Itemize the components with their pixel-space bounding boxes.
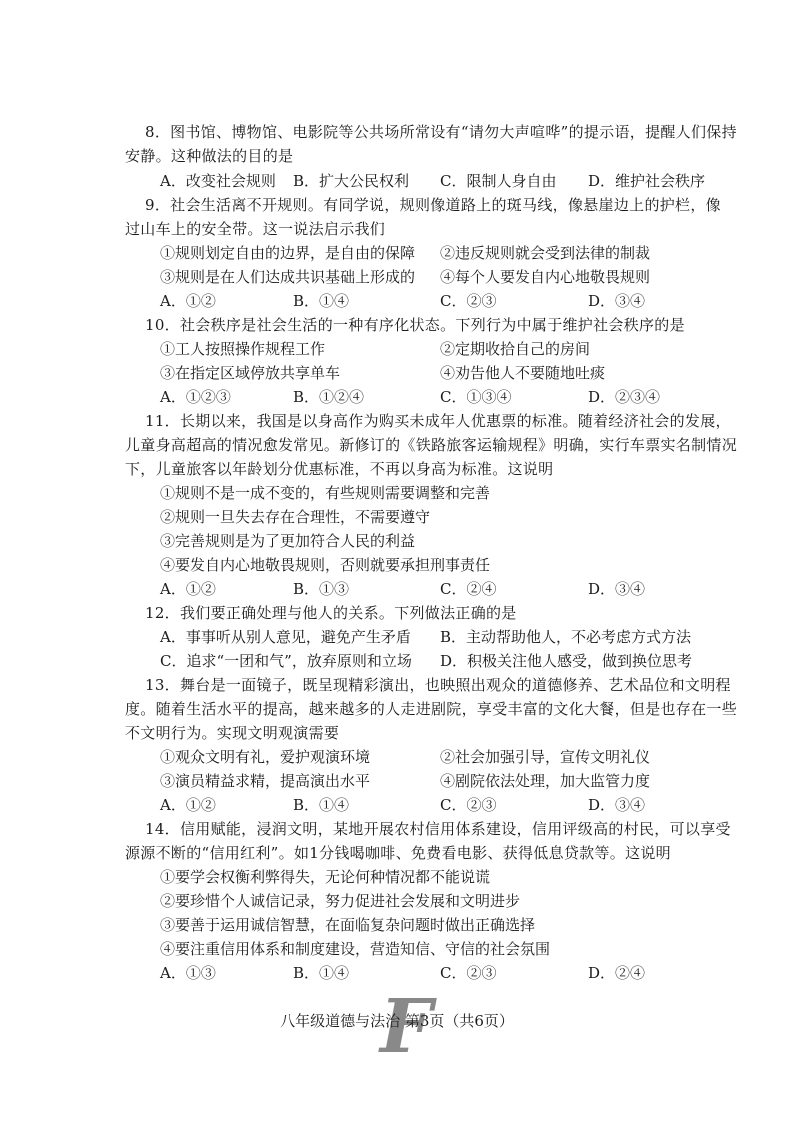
q10-statement-3: ③在指定区域停放共享单车 xyxy=(160,364,341,382)
q10-option-d: D．②③④ xyxy=(588,388,661,406)
q13-stem-line2: 度。随着生活水平的提高，越来越多的人走进剧院，享受丰富的文化大餐，但是也存在一些 xyxy=(125,700,738,718)
q10-option-a: A．①②③ xyxy=(160,388,231,406)
q11-stem-line2: 儿童身高超高的情况愈发常见。新修订的《铁路旅客运输规程》明确，实行车票实名制情况 xyxy=(125,436,738,454)
q13-stem-line1: 13．舞台是一面镜子，既呈现精彩演出，也映照出观众的道德修养、艺术品位和文明程 xyxy=(145,676,731,694)
q10-statement-1: ①工人按照操作规程工作 xyxy=(160,340,326,358)
q11-option-b: B．①③ xyxy=(293,580,350,598)
q14-option-b: B．①④ xyxy=(293,964,350,982)
q10-stem-line1: 10．社会秩序是社会生活的一种有序化状态。下列行为中属于维护社会秩序的是 xyxy=(145,316,685,334)
q14-stem-line1: 14．信用赋能，浸润文明，某地开展农村信用体系建设，信用评级高的村民，可以享受 xyxy=(145,820,731,838)
q8-option-d: D．维护社会秩序 xyxy=(588,172,706,190)
q13-option-b: B．①④ xyxy=(293,796,350,814)
q12-option-d: D．积极关注他人感受，做到换位思考 xyxy=(440,652,693,670)
q10-statement-2: ②定期收拾自己的房间 xyxy=(440,340,591,358)
q13-stem-line3: 不文明行为。实现文明观演需要 xyxy=(125,724,340,742)
q12-option-c: C．追求“一团和气”，放弃原则和立场 xyxy=(160,652,412,670)
q11-statement-4: ④要发自内心地敬畏规则，否则就要承担刑事责任 xyxy=(160,556,491,574)
q14-statement-4: ④要注重信用体系和制度建设，营造知信、守信的社会氛围 xyxy=(160,940,551,958)
q11-statement-2: ②规则一旦失去存在合理性，不需要遵守 xyxy=(160,508,431,526)
q12-option-a: A．事事听从别人意见，避免产生矛盾 xyxy=(160,628,411,646)
q10-option-c: C．①③④ xyxy=(440,388,512,406)
q9-option-b: B．①④ xyxy=(293,292,350,310)
q13-statement-2: ②社会加强引导，宣传文明礼仪 xyxy=(440,748,651,766)
q11-option-d: D．③④ xyxy=(588,580,646,598)
q13-option-a: A．①② xyxy=(160,796,216,814)
q8-option-b: B．扩大公民权利 xyxy=(293,172,410,190)
q13-option-c: C．②③ xyxy=(440,796,497,814)
q14-option-d: D．②④ xyxy=(588,964,646,982)
q9-statement-4: ④每个人要发自内心地敬畏规则 xyxy=(440,268,651,286)
q12-stem-line1: 12．我们要正确处理与他人的关系。下列做法正确的是 xyxy=(145,604,517,622)
q9-statement-1: ①规则划定自由的边界，是自由的保障 xyxy=(160,244,416,262)
q14-option-a: A．①③ xyxy=(160,964,216,982)
q9-option-c: C．②③ xyxy=(440,292,497,310)
q11-option-c: C．②④ xyxy=(440,580,497,598)
q13-option-d: D．③④ xyxy=(588,796,646,814)
q11-stem-line1: 11．长期以来，我国是以身高作为购买未成年人优惠票的标准。随着经济社会的发展， xyxy=(145,412,731,430)
q9-stem-line1: 9．社会生活离不开规则。有同学说，规则像道路上的斑马线，像悬崖边上的护栏，像 xyxy=(145,196,721,214)
q10-statement-4: ④劝告他人不要随地吐痰 xyxy=(440,364,606,382)
q8-option-a: A．改变社会规则 xyxy=(160,172,276,190)
q14-statement-1: ①要学会权衡利弊得失，无论何种情况都不能说谎 xyxy=(160,868,491,886)
q9-statement-2: ②违反规则就会受到法律的制裁 xyxy=(440,244,651,262)
q14-stem-line2: 源源不断的“信用红利”。如1分钱喝咖啡、免费看电影、获得低息贷款等。这说明 xyxy=(125,844,671,862)
q11-option-a: A．①② xyxy=(160,580,216,598)
f-stamp-mark: F xyxy=(380,984,433,1070)
q8-stem-line1: 8．图书馆、博物馆、电影院等公共场所常设有“请勿大声喧哗”的提示语，提醒人们保持 xyxy=(145,123,737,141)
q13-statement-1: ①观众文明有礼，爱护观演环境 xyxy=(160,748,371,766)
q11-statement-3: ③完善规则是为了更加符合人民的利益 xyxy=(160,532,416,550)
q8-option-c: C．限制人身自由 xyxy=(440,172,557,190)
q14-option-c: C．②③ xyxy=(440,964,497,982)
q13-statement-3: ③演员精益求精，提高演出水平 xyxy=(160,772,371,790)
q14-statement-2: ②要珍惜个人诚信记录，努力促进社会发展和文明进步 xyxy=(160,892,521,910)
q13-statement-4: ④剧院依法处理，加大监管力度 xyxy=(440,772,651,790)
q10-option-b: B．①②④ xyxy=(293,388,365,406)
q12-option-b: B．主动帮助他人，不必考虑方式方法 xyxy=(440,628,692,646)
q9-statement-3: ③规则是在人们达成共识基础上形成的 xyxy=(160,268,416,286)
q9-option-a: A．①② xyxy=(160,292,216,310)
q14-statement-3: ③要善于运用诚信智慧，在面临复杂问题时做出正确选择 xyxy=(160,916,536,934)
q9-stem-line2: 过山车上的安全带。这一说法启示我们 xyxy=(125,220,386,238)
q8-stem-line2: 安静。这种做法的目的是 xyxy=(125,147,294,165)
page-footer: 八年级道德与法治 第3页（共6页） xyxy=(280,1012,514,1030)
q11-stem-line3: 下，儿童旅客以年龄划分优惠标准，不再以身高为标准。这说明 xyxy=(125,460,554,478)
q11-statement-1: ①规则不是一成不变的，有些规则需要调整和完善 xyxy=(160,484,491,502)
q9-option-d: D．③④ xyxy=(588,292,646,310)
